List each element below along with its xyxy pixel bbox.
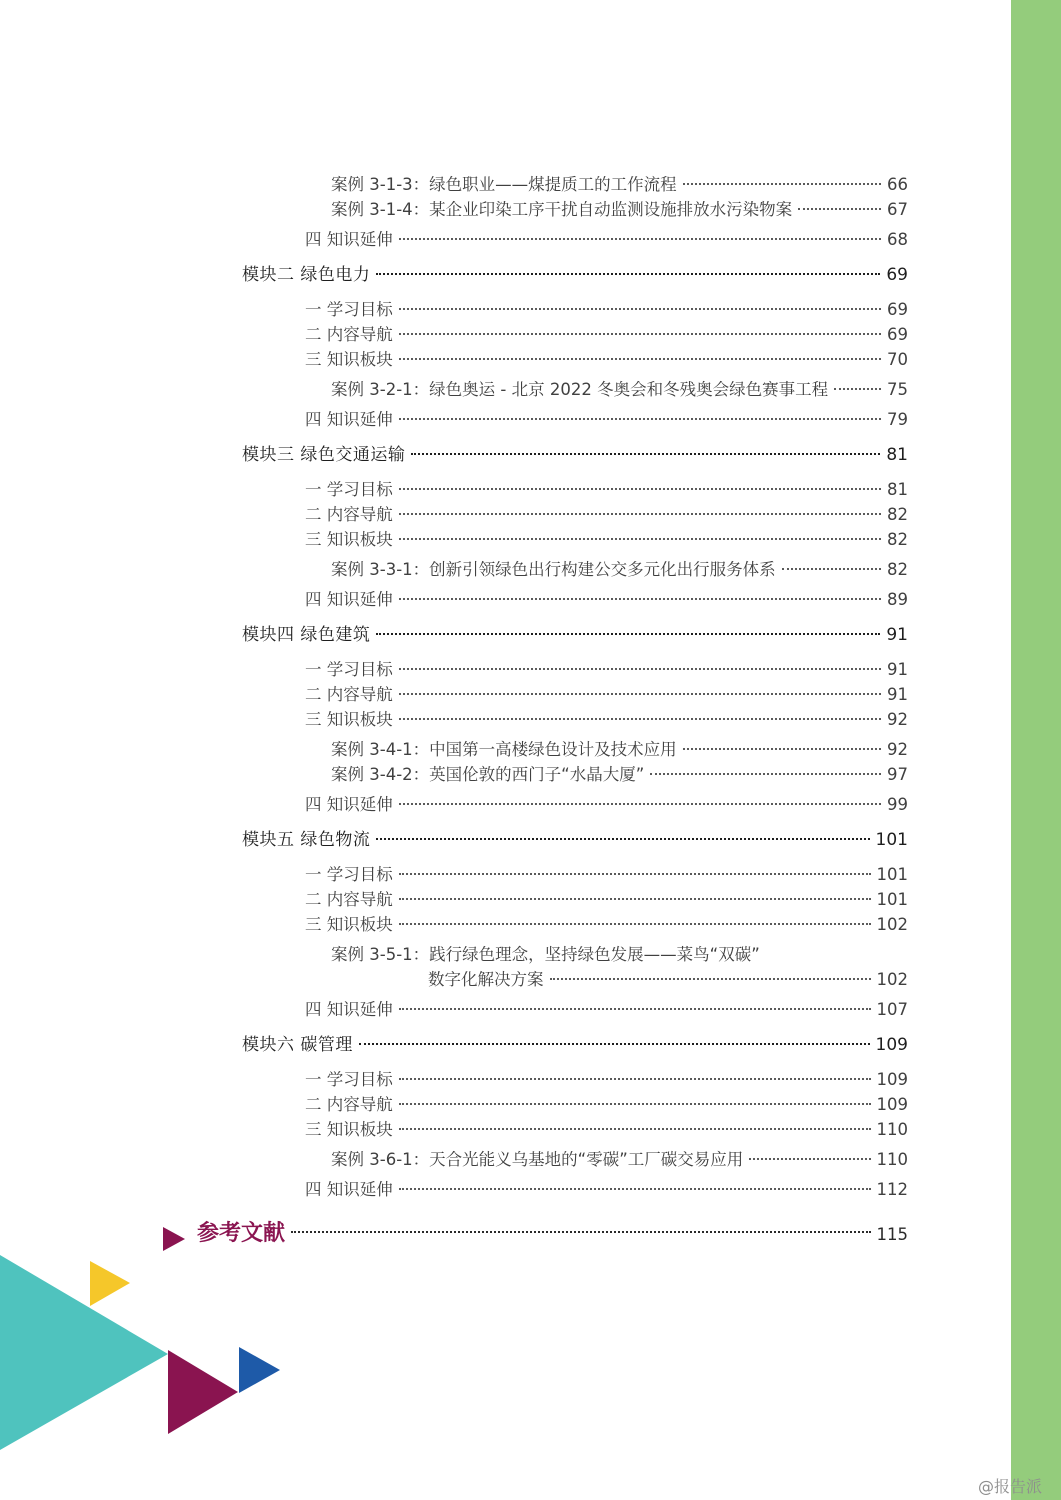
toc-entry-section[interactable] (305, 349, 908, 371)
toc-entry-label: 四 知识延伸 (305, 410, 393, 429)
toc-entry-page: 109 (875, 1035, 908, 1055)
toc-entry-case[interactable] (331, 174, 908, 196)
toc-entry-section[interactable] (305, 1179, 908, 1201)
toc-entry-page: 97 (887, 765, 908, 784)
toc-entry-page: 101 (876, 865, 908, 884)
toc-entry-label: 四 知识延伸 (305, 590, 393, 609)
decorative-triangles (0, 1250, 300, 1450)
toc-entry-label: 模块二 绿色电力 (242, 265, 371, 285)
toc-entry-page: 110 (876, 1120, 908, 1139)
toc-entry-label: 案例 3-1-3：绿色职业——煤提质工的工作流程 (331, 175, 677, 194)
toc-entry-section[interactable] (305, 409, 908, 431)
toc-entry-label: 一 学习目标 (305, 480, 393, 499)
toc-entry-label: 模块四 绿色建筑 (242, 625, 371, 645)
toc-entry-page: 109 (876, 1070, 908, 1089)
dot-leader (683, 748, 881, 750)
toc-entry-module[interactable] (242, 444, 908, 466)
dot-leader (399, 873, 871, 875)
toc-entry-section[interactable] (305, 889, 908, 911)
toc-entry-page: 82 (887, 560, 908, 579)
dot-leader (399, 1078, 871, 1080)
toc-entry-page: 101 (876, 890, 908, 909)
toc-entry-page: 89 (887, 590, 908, 609)
toc-entry-page: 70 (887, 350, 908, 369)
toc-entry-page: 112 (876, 1180, 908, 1199)
dot-leader (798, 208, 881, 210)
toc-entry-label: 二 内容导航 (305, 890, 393, 909)
toc-entry-label: 三 知识板块 (305, 530, 393, 549)
dot-leader (399, 1128, 871, 1130)
toc-entry-label: 四 知识延伸 (305, 795, 393, 814)
toc-entry-page: 75 (887, 380, 908, 399)
toc-entry-section[interactable] (305, 914, 908, 936)
toc-entry-section[interactable] (305, 229, 908, 251)
toc-entry-page: 92 (887, 740, 908, 759)
toc-entry-label: 四 知识延伸 (305, 1180, 393, 1199)
toc-entry-section[interactable] (305, 479, 908, 501)
toc-entry-label: 案例 3-1-4：某企业印染工序干扰自动监测设施排放水污染物案 (331, 200, 793, 219)
toc-entry-section[interactable] (305, 794, 908, 816)
toc-entry-page: 99 (887, 795, 908, 814)
toc-entry-page: 69 (886, 265, 908, 285)
toc-entry-section[interactable] (305, 709, 908, 731)
toc-entry-label: 模块五 绿色物流 (242, 830, 371, 850)
toc-entry-label: 一 学习目标 (305, 1070, 393, 1089)
toc-entry-label: 模块三 绿色交通运输 (242, 445, 406, 465)
dot-leader (399, 1008, 871, 1010)
dot-leader (399, 598, 881, 600)
toc-entry-section[interactable] (305, 589, 908, 611)
toc-entry-page: 67 (887, 200, 908, 219)
toc-entry-section[interactable] (305, 659, 908, 681)
dot-leader (683, 183, 881, 185)
toc-entry-section[interactable] (305, 324, 908, 346)
toc-entry-section[interactable] (305, 1094, 908, 1116)
toc-entry-page: 66 (887, 175, 908, 194)
dot-leader (399, 1188, 871, 1190)
dot-leader (399, 718, 881, 720)
dot-leader (399, 668, 881, 670)
dot-leader (834, 388, 881, 390)
toc-entry-page: 110 (876, 1150, 908, 1169)
dot-leader (399, 238, 881, 240)
toc-entry-label: 案例 3-4-2：英国伦敦的西门子“水晶大厦” (331, 765, 645, 784)
toc-entry-section[interactable] (305, 684, 908, 706)
toc-entry-page: 91 (887, 685, 908, 704)
toc-entry-page: 81 (886, 445, 908, 465)
toc-entry-page: 102 (876, 915, 908, 934)
toc-entry-section[interactable] (305, 864, 908, 886)
dot-leader (399, 693, 881, 695)
dot-leader (399, 333, 881, 335)
dot-leader (376, 838, 869, 840)
toc-entry-label: 二 内容导航 (305, 325, 393, 344)
toc-entry-case[interactable] (331, 1149, 908, 1171)
magenta-triangle (168, 1350, 238, 1434)
dot-leader (399, 513, 881, 515)
toc-entry-references[interactable] (197, 1223, 908, 1246)
toc-entry-page: 79 (887, 410, 908, 429)
toc-entry-label: 三 知识板块 (305, 1120, 393, 1139)
dot-leader (550, 978, 871, 980)
toc-entry-label: 四 知识延伸 (305, 230, 393, 249)
toc-entry-page: 107 (876, 1000, 908, 1019)
toc-entry-section[interactable] (305, 504, 908, 526)
toc-entry-section[interactable] (305, 299, 908, 321)
toc-entry-label: 案例 3-6-1：天合光能义乌基地的“零碳”工厂碳交易应用 (331, 1150, 744, 1169)
toc-entry-label: 二 内容导航 (305, 505, 393, 524)
toc-entry-page: 69 (887, 300, 908, 319)
toc-entry-section[interactable] (305, 529, 908, 551)
toc-entry-page: 81 (887, 480, 908, 499)
toc-entry-page: 82 (887, 505, 908, 524)
toc-entry-module[interactable] (242, 264, 908, 286)
toc-entry-label: 案例 3-3-1：创新引领绿色出行构建公交多元化出行服务体系 (331, 560, 776, 579)
toc-entry-page: 91 (886, 625, 908, 645)
dot-leader (399, 923, 871, 925)
toc-entry-case[interactable] (331, 199, 908, 221)
toc-entry-label: 一 学习目标 (305, 660, 393, 679)
toc-entry-label: 一 学习目标 (305, 865, 393, 884)
toc-entry-module[interactable] (242, 624, 908, 646)
toc-entry-label: 数字化解决方案 (428, 970, 544, 989)
toc-entry-label: 三 知识板块 (305, 915, 393, 934)
dot-leader (782, 568, 881, 570)
dot-leader (650, 773, 881, 775)
toc-entry-label: 二 内容导航 (305, 685, 393, 704)
toc-entry-page: 115 (876, 1225, 908, 1244)
toc-entry-case[interactable] (331, 379, 908, 401)
dot-leader (399, 1103, 871, 1105)
dot-leader (411, 453, 880, 455)
toc-entry-module[interactable] (242, 829, 908, 851)
toc-entry-page: 92 (887, 710, 908, 729)
toc-entry-page: 109 (876, 1095, 908, 1114)
dot-leader (749, 1158, 870, 1160)
dot-leader (399, 358, 881, 360)
toc-entry-label: 案例 3-5-1：践行绿色理念，坚持绿色发展——菜鸟“双碳” (331, 945, 760, 964)
blue-triangle (239, 1347, 280, 1393)
dot-leader (376, 633, 880, 635)
dot-leader (399, 308, 881, 310)
dot-leader (291, 1231, 870, 1233)
dot-leader (376, 273, 880, 275)
toc-entry-label: 案例 3-4-1：中国第一高楼绿色设计及技术应用 (331, 740, 677, 759)
toc-entry-module[interactable] (242, 1034, 908, 1056)
toc-entry-section[interactable] (305, 1119, 908, 1141)
toc-entry-label: 三 知识板块 (305, 350, 393, 369)
toc-entry-label: 参考文献 (197, 1221, 286, 1246)
toc-entry-section[interactable] (305, 1069, 908, 1091)
toc-entry-page: 69 (887, 325, 908, 344)
toc-entry-label: 二 内容导航 (305, 1095, 393, 1114)
toc-entry-page: 102 (876, 970, 908, 989)
toc-entry-label: 模块六 碳管理 (242, 1035, 353, 1055)
toc-entry-page: 68 (887, 230, 908, 249)
references-arrow-icon (163, 1227, 185, 1251)
toc-entry-label: 案例 3-2-1：绿色奥运 - 北京 2022 冬奥会和冬残奥会绿色赛事工程 (331, 380, 829, 399)
toc-entry-page: 101 (875, 830, 908, 850)
dot-leader (399, 898, 871, 900)
dot-leader (399, 488, 881, 490)
toc-entry-section[interactable] (305, 999, 908, 1021)
watermark-text: @报告派 (978, 1477, 1043, 1496)
toc-entry-case[interactable] (331, 764, 908, 786)
toc-entry-label: 三 知识板块 (305, 710, 393, 729)
teal-triangle (0, 1255, 168, 1450)
dot-leader (399, 418, 881, 420)
toc-entry-case[interactable] (331, 739, 908, 761)
dot-leader (359, 1043, 870, 1045)
toc-entry-page: 82 (887, 530, 908, 549)
toc-entry-case[interactable] (331, 944, 760, 966)
toc-entry-page: 91 (887, 660, 908, 679)
toc-entry-label: 一 学习目标 (305, 300, 393, 319)
yellow-triangle (90, 1261, 130, 1306)
side-color-band (1011, 0, 1061, 1500)
dot-leader (399, 803, 881, 805)
toc-entry-case[interactable] (428, 969, 908, 991)
dot-leader (399, 538, 881, 540)
toc-entry-case[interactable] (331, 559, 908, 581)
toc-entry-label: 四 知识延伸 (305, 1000, 393, 1019)
